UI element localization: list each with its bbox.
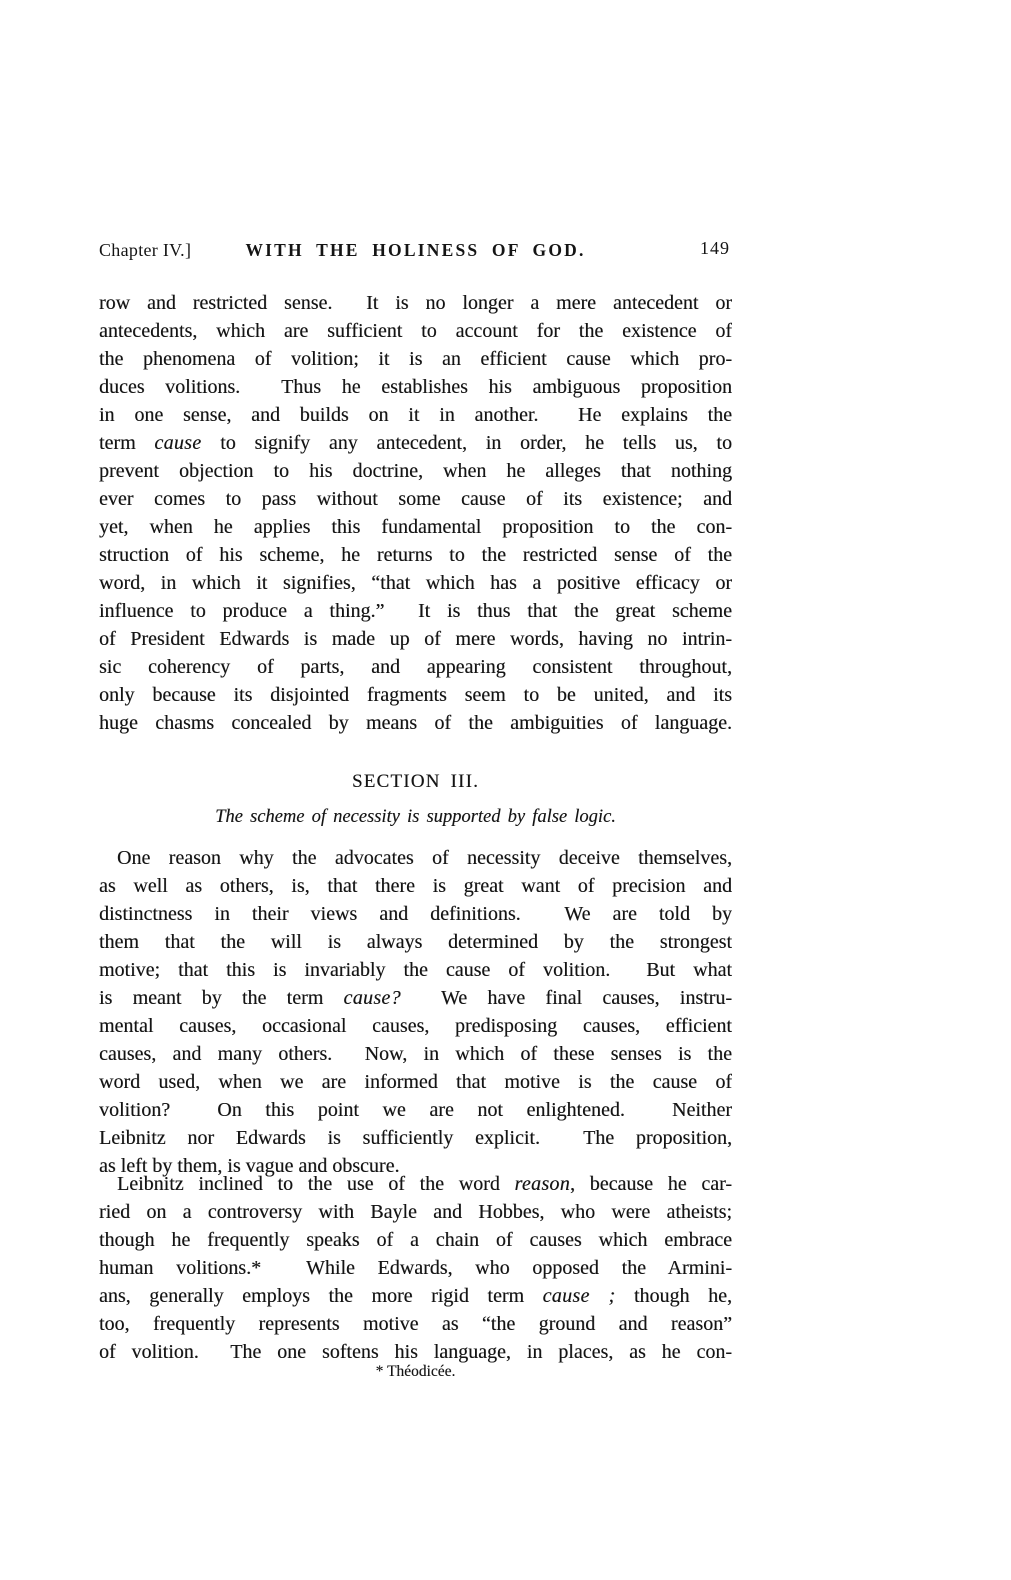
section-subtitle: The scheme of necessity is supported by false logic.	[215, 807, 616, 827]
text-line	[99, 457, 732, 485]
text-line	[99, 681, 732, 709]
text-segment: term	[99, 432, 155, 454]
text-segment: row and restricted sense. It is no longer a mere antecedent or	[99, 292, 732, 314]
text-segment: ans, generally employs the more rigid term	[99, 1285, 543, 1307]
text-line	[99, 1040, 732, 1068]
text-segment: motive; that this is invariably the cause of volition. But what	[99, 959, 732, 981]
emphasized-text: cause	[154, 432, 202, 454]
text-line	[99, 541, 732, 569]
text-segment: to signify any antecedent, in order, he tells us, to	[201, 432, 732, 454]
text-line	[99, 1096, 732, 1124]
text-segment: , because he car-	[570, 1173, 732, 1195]
text-segment: One reason why the advocates of necessity deceive themselves,	[117, 847, 732, 869]
text-line	[99, 1282, 732, 1310]
text-line	[99, 872, 732, 900]
text-line	[99, 373, 732, 401]
text-segment: ever comes to pass without some cause of its existence; and	[99, 488, 732, 510]
text-segment: human volitions.* While Edwards, who opposed the Armini-	[99, 1257, 732, 1279]
paragraph	[99, 289, 732, 737]
running-title: WITH THE HOLINESS OF GOD.	[245, 240, 586, 260]
footnote: * Théodicée.	[375, 1363, 456, 1380]
text-segment: We have final causes, instru-	[400, 987, 732, 1009]
emphasized-text: reason	[514, 1173, 571, 1195]
text-line	[99, 900, 732, 928]
text-segment: too, frequently represents motive as “the ground and reason”	[99, 1313, 732, 1335]
text-line	[99, 1310, 732, 1338]
text-line	[99, 1338, 732, 1366]
text-segment: is meant by the term	[99, 987, 344, 1009]
text-line	[99, 625, 732, 653]
text-segment: sic coherency of parts, and appearing consistent throughout,	[99, 656, 732, 678]
text-segment: huge chasms concealed by means of the ambiguities of language.	[99, 712, 732, 734]
text-line	[99, 956, 732, 984]
text-line	[99, 709, 732, 737]
text-segment: word, in which it signifies, “that which has a positive efficacy or	[99, 572, 732, 594]
paragraph	[99, 844, 732, 1180]
text-segment: antecedents, which are sufficient to account for the existence of	[99, 320, 732, 342]
text-line	[99, 513, 732, 541]
text-line	[99, 597, 732, 625]
text-line	[99, 317, 732, 345]
text-line	[99, 1254, 732, 1282]
text-line	[99, 429, 732, 457]
text-segment: causes, and many others. Now, in which of these senses is the	[99, 1043, 732, 1065]
text-segment: as left by them, is vague and obscure.	[99, 1155, 400, 1177]
text-line	[99, 1124, 732, 1152]
emphasized-text: cause ;	[542, 1285, 616, 1307]
text-segment: word used, when we are informed that motive is the cause of	[99, 1071, 732, 1093]
paragraph	[99, 1170, 732, 1366]
text-segment: ried on a controversy with Bayle and Hobbes, who were atheists;	[99, 1201, 732, 1223]
text-line	[99, 1012, 732, 1040]
text-segment: though he,	[615, 1285, 732, 1307]
text-segment: distinctness in their views and definitions. We are told by	[99, 903, 732, 925]
text-line	[99, 844, 732, 872]
text-segment: the phenomena of volition; it is an efficient cause which pro-	[99, 348, 732, 370]
text-segment: Leibnitz inclined to the use of the word	[117, 1173, 515, 1195]
section-heading: SECTION III.	[351, 771, 480, 792]
text-line	[99, 984, 732, 1012]
text-segment: in one sense, and builds on it in another. He explains the	[99, 404, 732, 426]
text-segment: struction of his scheme, he returns to the restricted sense of the	[99, 544, 732, 566]
text-segment: duces volitions. Thus he establishes his ambiguous proposition	[99, 376, 732, 398]
text-segment: them that the will is always determined by the strongest	[99, 931, 732, 953]
text-line	[99, 289, 732, 317]
text-segment: though he frequently speaks of a chain of causes which embrace	[99, 1229, 732, 1251]
text-line	[99, 401, 732, 429]
chapter-label: Chapter IV.]	[99, 240, 192, 260]
text-line	[99, 345, 732, 373]
text-line	[99, 1226, 732, 1254]
text-line	[99, 1170, 732, 1198]
text-line	[99, 928, 732, 956]
text-segment: prevent objection to his doctrine, when he alleges that nothing	[99, 460, 732, 482]
text-segment: yet, when he applies this fundamental proposition to the con-	[99, 516, 732, 538]
text-line	[99, 1068, 732, 1096]
text-line	[99, 653, 732, 681]
text-segment: only because its disjointed fragments seem to be united, and its	[99, 684, 732, 706]
page-header	[99, 240, 732, 266]
text-line	[99, 569, 732, 597]
text-segment: of President Edwards is made up of mere words, having no intrin-	[99, 628, 732, 650]
text-segment: Leibnitz nor Edwards is sufficiently explicit. The proposition,	[99, 1127, 732, 1149]
emphasized-text: cause?	[343, 987, 401, 1009]
text-segment: mental causes, occasional causes, predisposing causes, efficient	[99, 1015, 732, 1037]
text-segment: as well as others, is, that there is great want of precision and	[99, 875, 732, 897]
text-segment: of volition. The one softens his language, in places, as he con-	[99, 1341, 732, 1363]
page-number: 149	[700, 238, 730, 258]
text-segment: influence to produce a thing.” It is thus that the great scheme	[99, 600, 732, 622]
text-segment: volition? On this point we are not enlightened. Neither	[99, 1099, 732, 1121]
text-line	[99, 485, 732, 513]
text-line	[99, 1198, 732, 1226]
